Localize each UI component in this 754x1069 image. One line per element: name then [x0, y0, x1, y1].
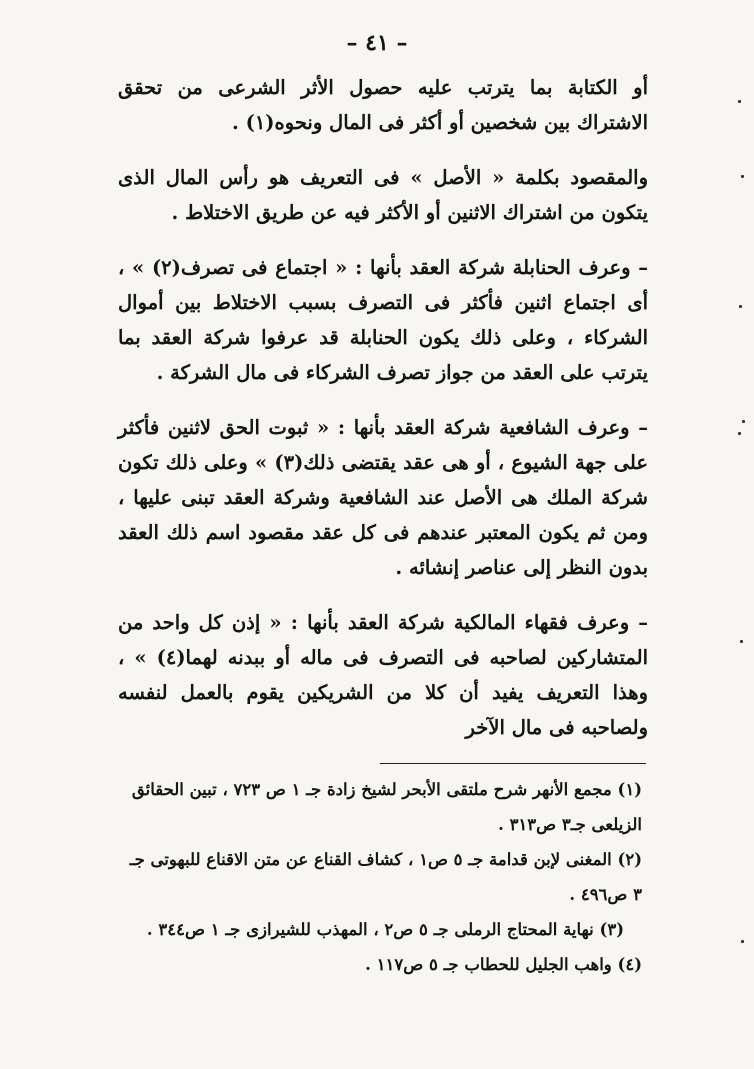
footnote: (٢) المغنى لإبن قدامة جـ ٥ ص١ ، كشاف القناع عن متن الاقناع للبهوتى جـ ٣ ص٤٩٦ . — [129, 850, 642, 904]
scan-speck — [741, 175, 744, 178]
body-text — [118, 70, 648, 765]
page-number: – ٤١ – — [346, 30, 408, 56]
paragraph: أو الكتابة بما يترتب عليه حصول الأثر الشرعى من تحقق الاشتراك بين شخصين أو أكثر فى المال ونحوه(١) . — [118, 76, 648, 134]
paragraph: – وعرف فقهاء المالكية شركة العقد بأنها : « إذن كل واحد من المتشاركين لصاحبه فى التصرف فى ماله أو ببدنه لهما(٤) » ، وهذا التعريف يفيد أن كلا من الشريكين يقوم بالعمل لنفسه ولصاحبه فى مال الآخر — [118, 611, 648, 739]
paragraph: – وعرف الحنابلة شركة العقد بأنها : « اجتماع فى تصرف(٢) » ، أى اجتماع اثنين فأكثر فى التصرف بسبب الاختلاط بين أموال الشركاء ، وعلى ذلك يكون الحنابلة قد عرفوا شركة العقد بما يترتب على العقد من جواز تصرف الشركاء فى مال الشركة . — [118, 256, 648, 384]
scan-speck — [739, 305, 742, 308]
footnote: (١) مجمع الأنهر شرح ملتقى الأبحر لشيخ زادة جـ ١ ص ٧٢٣ ، تبين الحقائق الزيلعى جـ٣ ص٣١٣ . — [131, 780, 642, 834]
scan-speck — [738, 100, 741, 103]
footnotes — [118, 772, 648, 982]
scan-speck — [742, 420, 745, 423]
paragraph: – وعرف الشافعية شركة العقد بأنها : « ثبوت الحق لاثنين فأكثر على جهة الشيوع ، أو هى عقد يقتضى ذلك(٣) » وعلى ذلك تكون شركة الملك هى الأصل عند الشافعية وشركة العقد تبنى عليها ، ومن ثم يكون المعتبر عندهم فى كل عقد مقصود اسم ذلك العقد بدون النظر إلى عناصر إنشائه . — [118, 416, 648, 579]
scan-speck — [738, 432, 741, 435]
footnote: (٤) واهب الجليل للحطاب جـ ٥ ص١١٧ . — [365, 955, 642, 974]
paragraph: والمقصود بكلمة « الأصل » فى التعريف هو رأس المال الذى يتكون من اشتراك الاثنين أو الأكثر فيه عن طريق الاختلاط . — [118, 166, 648, 224]
scan-speck — [741, 940, 744, 943]
footnote-divider — [380, 763, 646, 764]
footnote: (٣) نهاية المحتاج الرملى جـ ٥ ص٢ ، المهذب للشيرازى جـ ١ ص٣٤٤ . — [146, 920, 624, 939]
scan-speck — [740, 640, 743, 643]
